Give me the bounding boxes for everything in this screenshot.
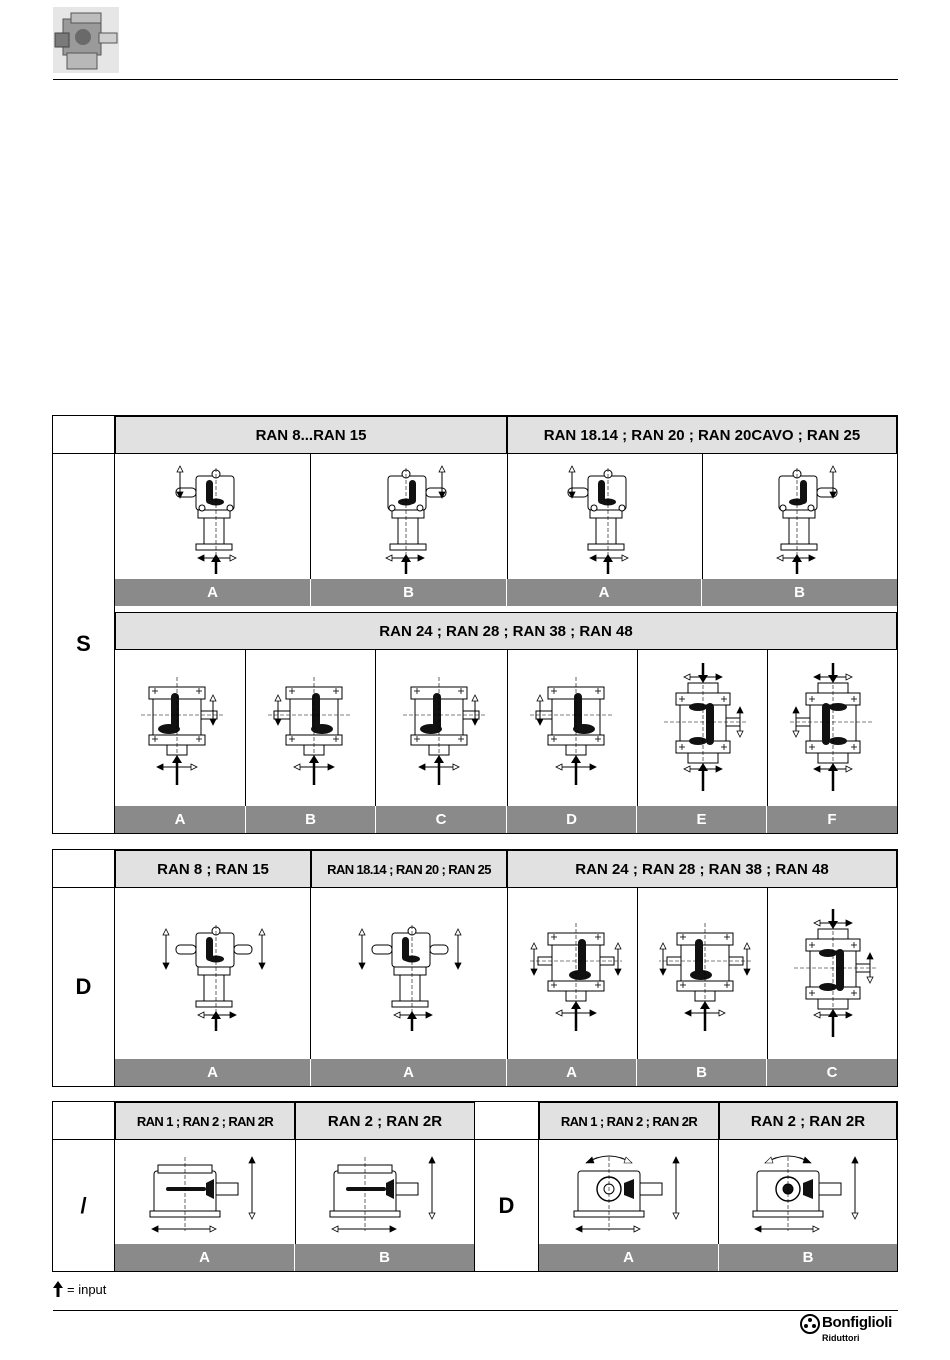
label-s3-c: C: [376, 806, 507, 833]
up-arrow-icon: [53, 1281, 63, 1297]
label-d3-c: C: [767, 1059, 897, 1086]
legend: [53, 1281, 106, 1297]
brand-name: Bonfiglioli: [822, 1314, 893, 1331]
diagram-d1-a: [115, 888, 310, 1059]
label-s3-a: A: [115, 806, 246, 833]
label-i-a: A: [115, 1244, 295, 1271]
label-id-b: B: [719, 1244, 897, 1271]
header-ran-1-2-2r-left: RAN 1 ; RAN 2 ; RAN 2R: [115, 1102, 295, 1140]
diagram-d3-b: [638, 888, 767, 1059]
diagram-s2-a: [508, 454, 702, 579]
diagram-d3-c: [768, 888, 897, 1059]
diagram-d2-a: [311, 888, 507, 1059]
row-label-d: D: [75, 974, 92, 999]
diagram-s3-c: [376, 650, 507, 806]
legend-text: = input: [67, 1281, 107, 1297]
brand-sub: Riduttori: [822, 1333, 860, 1343]
header-ran-18-25-d: RAN 18.14 ; RAN 20 ; RAN 25: [311, 850, 507, 888]
label-d3-a: A: [507, 1059, 637, 1086]
diagram-s1-b: [311, 454, 507, 579]
label-s3-b: B: [246, 806, 376, 833]
label-id-a: A: [539, 1244, 719, 1271]
diagram-id-a: [539, 1140, 718, 1244]
label-s1-b: B: [311, 579, 507, 606]
label-s2-b: B: [702, 579, 897, 606]
row-label-i: /: [80, 1192, 87, 1218]
brand-mark-icon: [800, 1314, 820, 1334]
table-i: [52, 1101, 898, 1272]
header-ran-1-2-2r-right: RAN 1 ; RAN 2 ; RAN 2R: [539, 1102, 719, 1140]
footer-rule: [53, 1310, 898, 1311]
diagram-s3-d: [508, 650, 637, 806]
header-ran-24-48: RAN 24 ; RAN 28 ; RAN 38 ; RAN 48: [115, 612, 897, 650]
brand-logo: [800, 1314, 900, 1350]
label-d1-a: A: [115, 1059, 311, 1086]
header-ran-24-48-d: RAN 24 ; RAN 28 ; RAN 38 ; RAN 48: [507, 850, 897, 888]
product-thumbnail-logo: [53, 7, 119, 73]
diagram-s3-b: [246, 650, 375, 806]
header-ran-2-2r-right: RAN 2 ; RAN 2R: [719, 1102, 897, 1140]
header-ran-8-15: RAN 8...RAN 15: [115, 416, 507, 454]
header-ran-2-2r-left: RAN 2 ; RAN 2R: [295, 1102, 475, 1140]
label-d2-a: A: [311, 1059, 507, 1086]
label-s2-a: A: [507, 579, 702, 606]
label-i-b: B: [295, 1244, 474, 1271]
header-ran-18-25: RAN 18.14 ; RAN 20 ; RAN 20CAVO ; RAN 25: [507, 416, 897, 454]
label-d3-b: B: [637, 1059, 767, 1086]
diagram-s3-e: [638, 650, 767, 806]
header-ran-8-15-d: RAN 8 ; RAN 15: [115, 850, 311, 888]
diagram-s2-b: [703, 454, 897, 579]
row-label-s: S: [76, 630, 91, 656]
table-s: [52, 415, 898, 834]
diagram-s1-a: [115, 454, 310, 579]
diagram-i-a: [115, 1140, 295, 1244]
label-s1-a: A: [115, 579, 311, 606]
label-s3-f: F: [767, 806, 897, 833]
diagram-i-b: [296, 1140, 474, 1244]
diagram-id-b: [719, 1140, 897, 1244]
diagram-s3-a: [115, 650, 245, 806]
row-label-d-right: D: [498, 1192, 515, 1218]
diagram-s3-f: [768, 650, 897, 806]
label-s3-d: D: [507, 806, 637, 833]
header-rule: [53, 79, 898, 80]
table-d: [52, 849, 898, 1087]
label-s3-e: E: [637, 806, 767, 833]
diagram-d3-a: [508, 888, 637, 1059]
